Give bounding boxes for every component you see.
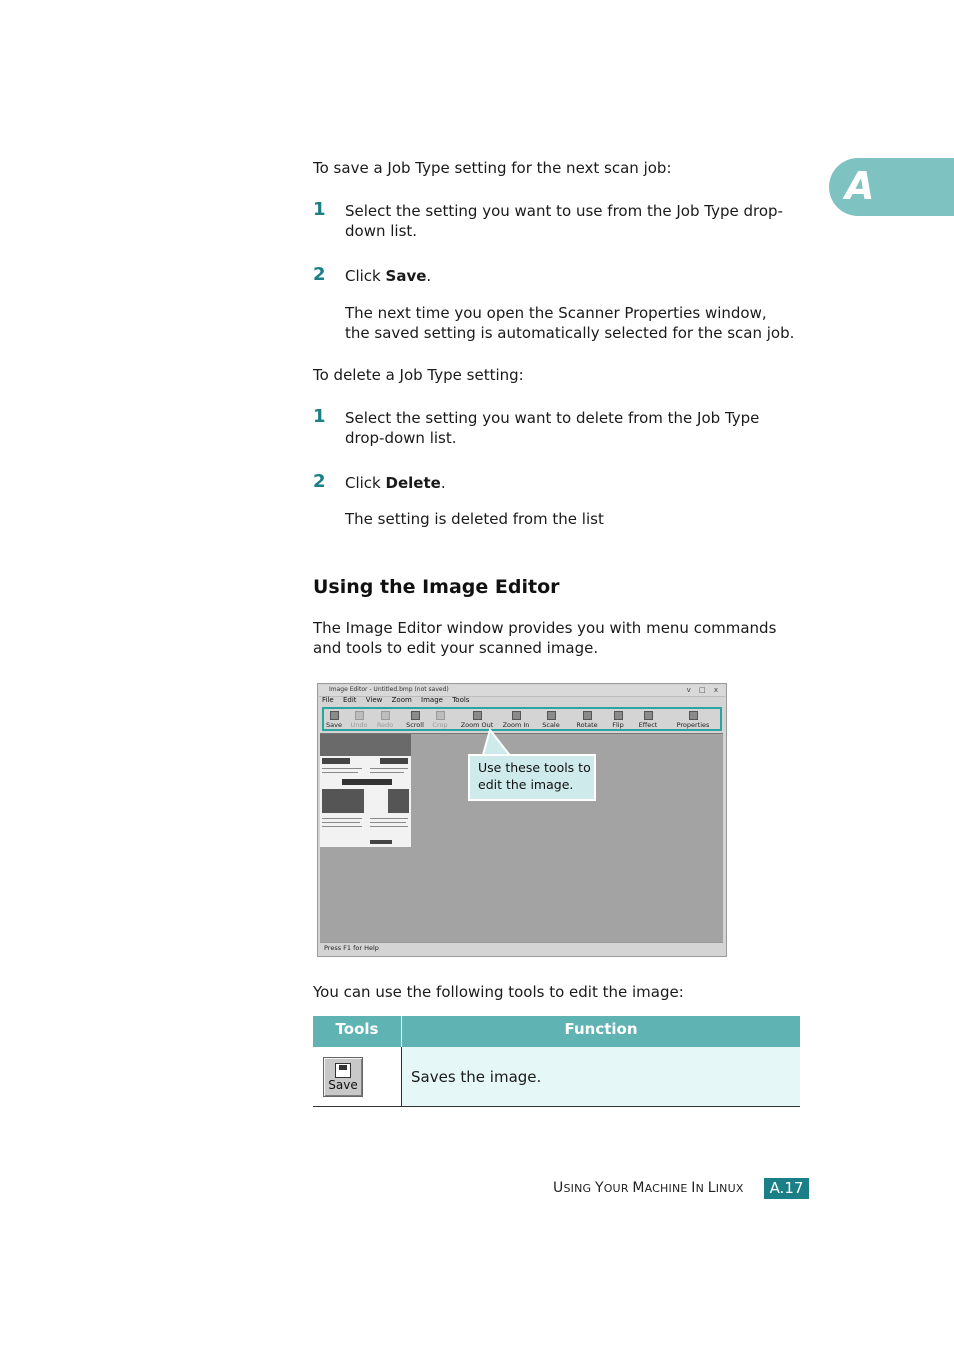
table-row <box>313 1047 800 1107</box>
save-tool-button <box>323 1057 363 1097</box>
table-header-row <box>313 1016 800 1047</box>
save-tool-label: Save <box>328 1077 358 1092</box>
footer-achine: ACHINE <box>644 1182 692 1195</box>
save-step2-prefix: Click <box>345 267 386 285</box>
tool-zoom-in-label: Zoom In <box>502 721 530 729</box>
tool-flip-label: Flip <box>612 721 624 729</box>
save-step2-bold: Save <box>385 267 427 285</box>
thumb-text-line <box>370 826 408 827</box>
window-title: Image Editor - Untitled.bmp (not saved) <box>329 686 449 693</box>
thumb-text-line <box>322 822 360 823</box>
thumb-text-line <box>370 772 404 773</box>
save-note <box>345 304 815 343</box>
tool-effect-label: Effect <box>638 721 658 729</box>
footer-n: N <box>695 1182 708 1195</box>
thumb-photo-2 <box>388 789 409 813</box>
menu-edit: Edit <box>342 696 357 704</box>
footer-m: M <box>632 1180 645 1196</box>
footer-sing: SING <box>563 1182 595 1195</box>
delete-step1-line2: drop-down list. <box>345 428 457 447</box>
thumb-photo <box>322 789 364 813</box>
callout-line1: Use these tools to <box>478 760 591 775</box>
save-note-line1: The next time you open the Scanner Properties window, <box>345 304 767 322</box>
editor-description <box>313 619 803 658</box>
tool-properties-label: Properties <box>676 721 710 729</box>
thumb-text-line <box>370 822 406 823</box>
tool-properties <box>674 711 712 729</box>
page-number: A.17 <box>764 1178 809 1199</box>
window-controls: v □ x <box>686 686 721 694</box>
thumb-footer-block <box>370 840 392 844</box>
tool-undo <box>348 711 370 729</box>
tool-zoom-in <box>500 711 532 729</box>
tool-scale-label: Scale <box>542 721 560 729</box>
thumb-label-block-2 <box>380 758 408 764</box>
tool-scale <box>540 711 562 729</box>
scanned-image-thumbnail <box>320 734 411 847</box>
tool-cell <box>313 1047 402 1107</box>
footer-l: L <box>707 1180 716 1196</box>
save-step2-suffix: . <box>426 267 432 285</box>
save-step1-text <box>345 202 805 241</box>
delete-step1-line1: Select the setting you want to delete from the Job Type <box>345 409 760 427</box>
flip-icon <box>614 711 623 720</box>
tool-save-label: Save <box>326 721 342 729</box>
footer-u: U <box>553 1180 564 1196</box>
header-function: Function <box>402 1016 801 1047</box>
callout-line2: edit the image. <box>478 777 574 792</box>
editor-desc-line2: and tools to edit your scanned image. <box>313 638 599 657</box>
menu-tools: Tools <box>452 696 470 704</box>
footer-inux: INUX <box>715 1182 744 1195</box>
tool-save <box>325 711 343 729</box>
tool-crop <box>430 711 450 729</box>
zoom-out-icon <box>473 711 482 720</box>
tool-zoom-out-label: Zoom Out <box>460 721 494 729</box>
delete-step1-text <box>345 409 805 448</box>
save-step2-number: 2 <box>313 264 326 285</box>
save-step1-line2: down list. <box>345 221 418 240</box>
thumb-text-line <box>322 768 362 769</box>
delete-step2-text <box>345 474 446 494</box>
delete-step1-number: 1 <box>313 406 326 427</box>
zoom-in-icon <box>512 711 521 720</box>
header-tools: Tools <box>313 1016 402 1047</box>
tool-scroll-label: Scroll <box>406 721 424 729</box>
scroll-icon <box>411 711 420 720</box>
menu-zoom: Zoom <box>391 696 412 704</box>
save-step1-line1: Select the setting you want to use from the Job Type drop- <box>345 202 783 220</box>
menu-file: File <box>322 696 334 704</box>
rotate-icon <box>583 711 592 720</box>
tool-undo-label: Undo <box>350 721 368 729</box>
save-step1-number: 1 <box>313 199 326 220</box>
chapter-letter: A <box>845 164 875 208</box>
thumb-label-block <box>322 758 350 764</box>
properties-icon <box>689 711 698 720</box>
tool-crop-label: Crop <box>432 721 448 729</box>
chapter-tab <box>829 158 954 216</box>
delete-step2-prefix: Click <box>345 474 386 492</box>
delete-step2-suffix: . <box>440 474 446 492</box>
thumb-banner <box>342 779 392 785</box>
tools-table <box>313 1016 800 1107</box>
tool-rotate <box>574 711 600 729</box>
tools-callout <box>468 754 596 801</box>
effect-icon <box>644 711 653 720</box>
function-cell: Saves the image. <box>402 1047 801 1107</box>
footer-our: OUR <box>603 1182 633 1195</box>
footer-i: I <box>691 1180 696 1196</box>
tool-scroll <box>404 711 426 729</box>
floppy-icon <box>330 711 339 720</box>
thumb-header-photo <box>320 734 411 756</box>
menu-bar <box>322 696 476 706</box>
undo-icon <box>355 711 364 720</box>
table-intro: You can use the following tools to edit the image: <box>313 983 684 1001</box>
delete-step2-bold: Delete <box>385 474 441 492</box>
floppy-icon <box>335 1063 351 1078</box>
tool-effect <box>636 711 660 729</box>
tool-flip <box>610 711 626 729</box>
thumb-text-line <box>322 818 362 819</box>
running-footer <box>553 1180 744 1196</box>
thumb-text-line <box>322 826 362 827</box>
crop-icon <box>436 711 445 720</box>
editor-desc-line1: The Image Editor window provides you with menu commands <box>313 619 777 637</box>
save-step2-text <box>345 267 431 287</box>
delete-step2-number: 2 <box>313 471 326 492</box>
delete-note: The setting is deleted from the list <box>345 510 604 528</box>
image-editor-screenshot <box>317 683 727 957</box>
menu-view: View <box>365 696 383 704</box>
footer-y: Y <box>594 1180 604 1196</box>
tool-redo-label: Redo <box>376 721 394 729</box>
menu-image: Image <box>421 696 443 704</box>
thumb-text-line <box>370 818 408 819</box>
tool-rotate-label: Rotate <box>576 721 598 729</box>
thumb-text-line <box>370 768 408 769</box>
save-note-line2: the saved setting is automatically selected for the scan job. <box>345 323 795 342</box>
section-heading: Using the Image Editor <box>313 576 560 598</box>
tool-redo <box>374 711 396 729</box>
save-intro: To save a Job Type setting for the next scan job: <box>313 159 672 177</box>
scale-icon <box>547 711 556 720</box>
delete-intro: To delete a Job Type setting: <box>313 366 524 384</box>
status-bar: Press F1 for Help <box>320 942 723 954</box>
thumb-text-line <box>322 772 358 773</box>
tool-zoom-out <box>458 711 496 729</box>
redo-icon <box>381 711 390 720</box>
